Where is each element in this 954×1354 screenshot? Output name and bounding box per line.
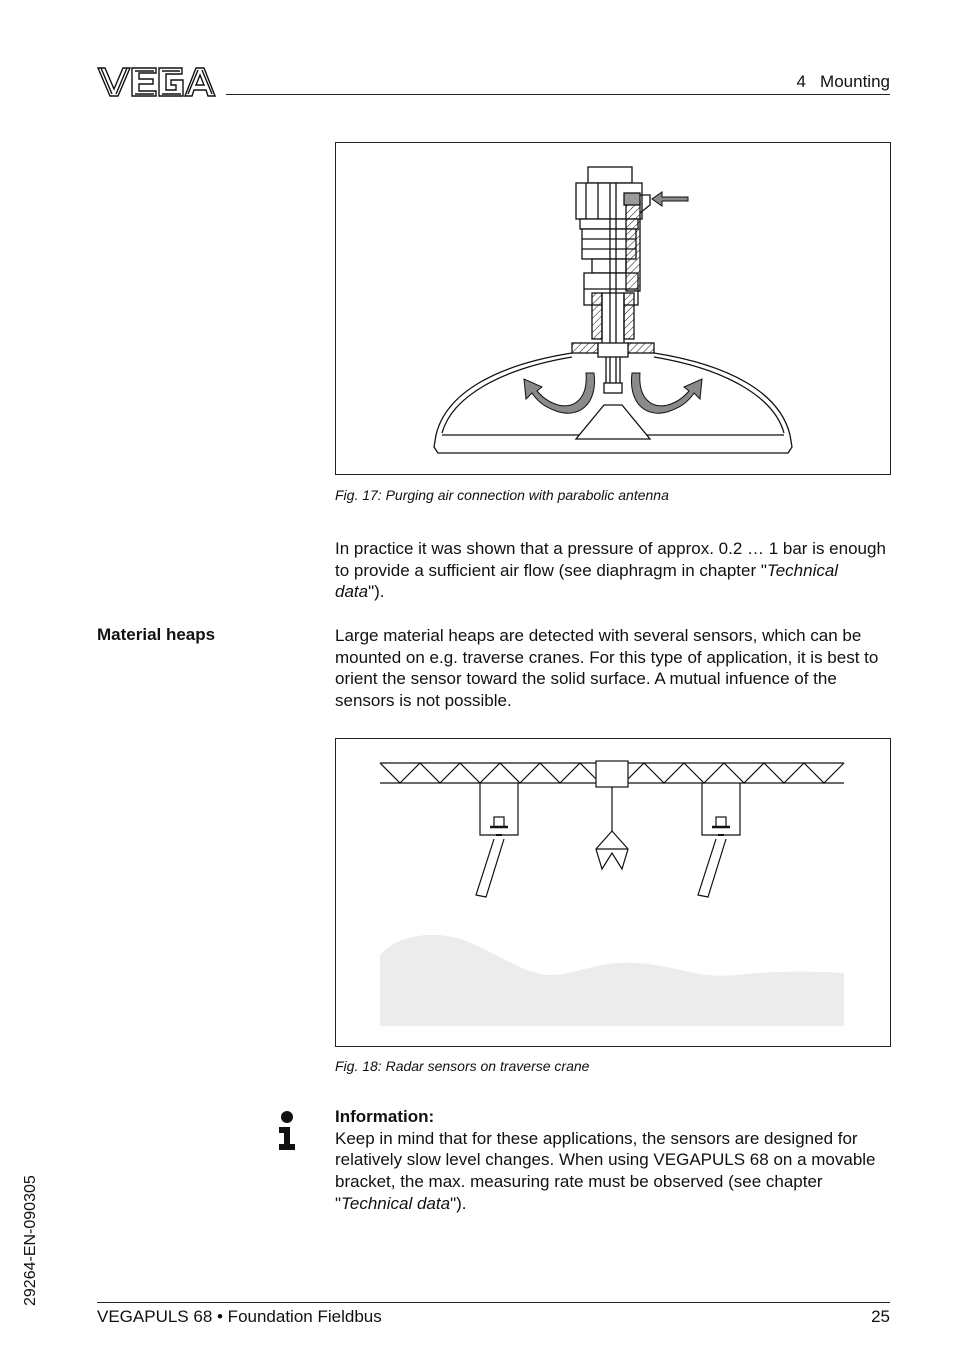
purging-pressure-paragraph xyxy=(335,538,891,603)
information-note xyxy=(335,1106,891,1215)
footer-rule xyxy=(97,1302,890,1303)
material-heaps-heading: Material heaps xyxy=(97,625,216,644)
info-i-glyph xyxy=(276,1110,298,1152)
footer-product: VEGAPULS 68 • Foundation Fieldbus xyxy=(97,1307,382,1326)
paragraph-text: In practice it was shown that a pressure of approx. 0.2 … 1 bar is enough to provide a sufficient air flow (see diaphragm in chapter " xyxy=(335,539,886,580)
figure-18-caption: Fig. 18: Radar sensors on traverse crane xyxy=(335,1058,590,1074)
vega-logo xyxy=(96,64,216,100)
header-rule xyxy=(226,94,890,95)
figure-17-caption: Fig. 17: Purging air connection with parabolic antenna xyxy=(335,487,669,503)
figure-traverse-crane xyxy=(335,738,891,1047)
paragraph-emphasis: Technical data xyxy=(335,560,839,602)
paragraph-text-end: "). xyxy=(368,582,385,602)
figure-purging-air-connection xyxy=(335,142,891,475)
traverse-crane-drawing xyxy=(336,739,890,1046)
material-heap xyxy=(380,935,844,1026)
vega-logo-mark xyxy=(96,64,216,100)
material-heaps-paragraph: Large material heaps are detected with several sensors, which can be mounted on e.g. traverse cranes. For this type of application, it is best to orient the sensor toward the solid surface. A mutual infuence of the sensors is not possible. xyxy=(335,626,879,711)
information-title: Information: xyxy=(335,1107,435,1126)
parabolic-antenna-drawing xyxy=(336,143,890,474)
information-text: Keep in mind that for these applications, the sensors are designed for relatively slow level changes. When using VEGAPULS 68 on a movable bracket, the max. measuring rate must be observed (see chapter " xyxy=(335,1128,876,1213)
document-id: 29264-EN-090305 xyxy=(22,1175,39,1306)
information-emphasis: Technical data xyxy=(341,1193,451,1213)
page-number: 25 xyxy=(871,1307,890,1326)
information-text-end: "). xyxy=(450,1193,467,1213)
section-title: 4 Mounting xyxy=(796,72,890,91)
information-icon xyxy=(276,1110,298,1152)
